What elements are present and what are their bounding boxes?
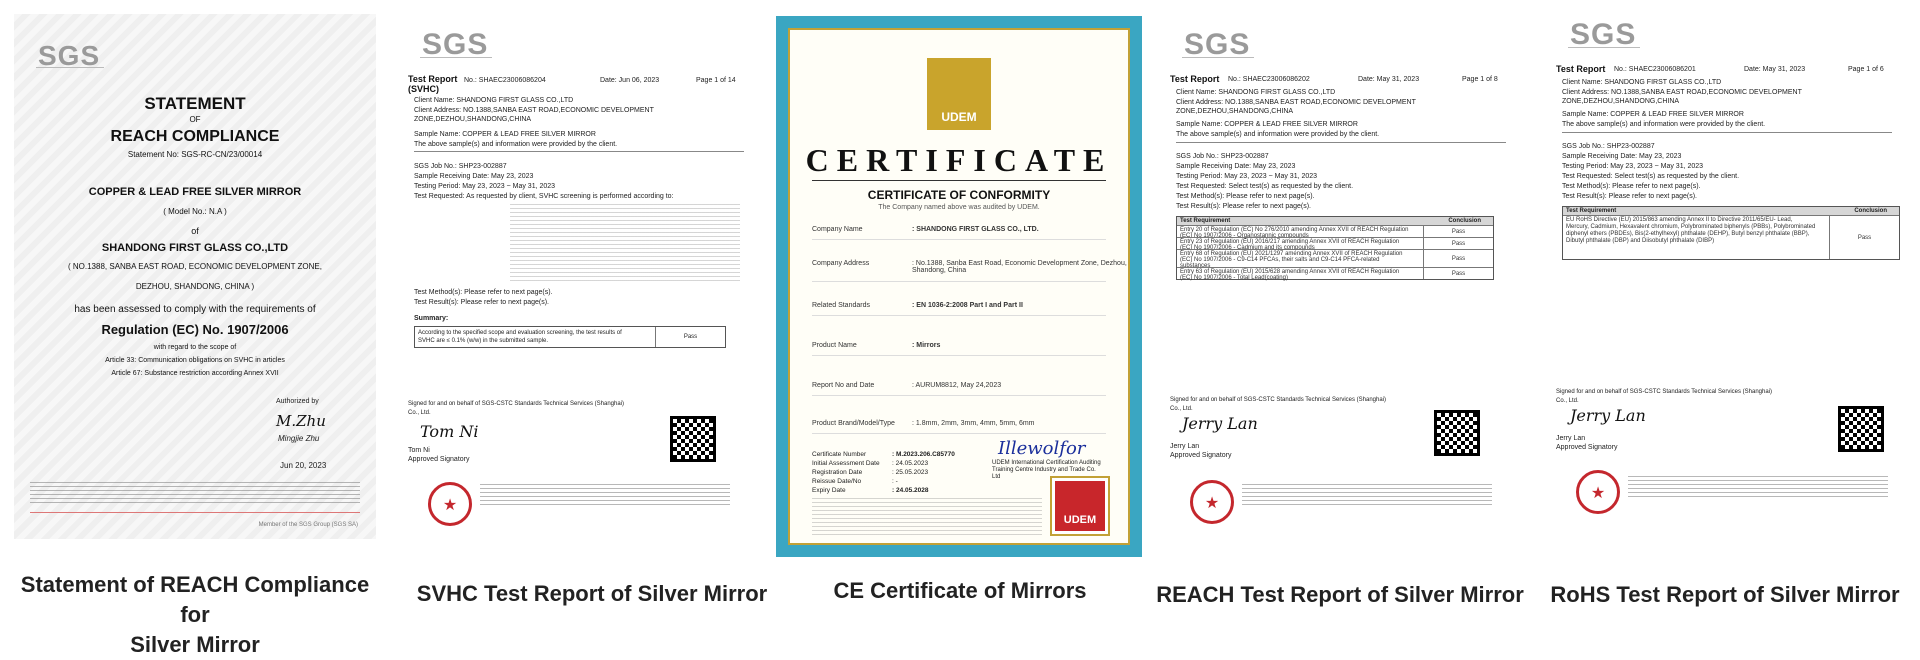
signer-name: Jerry Lan (1556, 435, 1586, 442)
statement-address-2: DEZHOU, SHANDONG, CHINA ) (135, 282, 255, 291)
receiving-date: Sample Receiving Date: May 23, 2023 (1176, 163, 1296, 170)
job-number: SGS Job No.: SHP23-002887 (1562, 143, 1655, 150)
signer-name: Tom Ni (408, 447, 430, 454)
rohs-report-card (1548, 14, 1910, 539)
signature: Jerry Lan (1570, 406, 1646, 425)
svhc-report-card (400, 14, 762, 539)
cert-row-value: : EN 1036-2:2008 Part I and Part II (912, 302, 1023, 309)
sgs-logo: SGS (1184, 28, 1251, 61)
client-address: Client Address: NO.1388,SANBA EAST ROAD,ECONOMIC DEVELOPMENT ZONE,DEZHOU,SHANDONG,CHINA (414, 107, 654, 123)
reach-report-card (1162, 14, 1524, 539)
testing-period: Testing Period: May 23, 2023 ~ May 31, 2023 (1562, 163, 1704, 170)
cert-row-value: : No.1388, Sanba East Road, Economic Development Zone, Dezhou, Shandong, China (912, 260, 1127, 274)
test-method: Test Method(s): Please refer to next page(s). (1176, 193, 1315, 200)
statement-title: STATEMENT (144, 94, 246, 113)
rohs-report-document (1548, 14, 1910, 539)
signer-name: Jerry Lan (1170, 443, 1200, 450)
statement-article-67: Article 67: Substance restriction according Annex XVII (111, 370, 279, 377)
svhc-report-document (400, 14, 762, 539)
cert-row-key: Report No and Date (812, 382, 875, 389)
statement-fine-print (30, 482, 360, 506)
caption-statement-line-1: Statement of REACH Compliance for (20, 572, 370, 627)
report-date: Date: May 31, 2023 (1744, 66, 1806, 73)
client-name: Client Name: SHANDONG FIRST GLASS CO.,LTD (414, 97, 574, 104)
certificate-subtitle: CERTIFICATE OF CONFORMITY (867, 188, 1051, 202)
cert-date-key: Registration Date (812, 469, 863, 476)
statement-scope: with regard to the scope of (153, 344, 237, 351)
certificate-fine-print (812, 498, 1042, 538)
job-number: SGS Job No.: SHP23-002887 (414, 163, 507, 170)
table-row (1177, 237, 1493, 249)
provided-note: The above sample(s) and information were provided by the client. (414, 141, 618, 148)
cert-date-value: : 24.05.2023 (892, 460, 929, 467)
client-name: Client Name: SHANDONG FIRST GLASS CO.,LTD (1176, 89, 1336, 96)
requested-details (510, 204, 740, 282)
cert-row (812, 260, 1127, 282)
cert-row-key: Company Name (812, 226, 863, 233)
summary-pass: Pass (655, 327, 725, 347)
statement-company: SHANDONG FIRST GLASS CO.,LTD (101, 242, 289, 254)
statement-signer: Mingjie Zhu (278, 434, 320, 443)
col-requirement: Test Requirement (1180, 218, 1231, 224)
cert-date-value: : - (892, 478, 898, 485)
sgs-logo: SGS (1570, 18, 1637, 51)
table-row (1177, 225, 1493, 237)
cert-row (812, 226, 1106, 240)
cert-date-value: : 25.05.2023 (892, 469, 929, 476)
report-date: Date: May 31, 2023 (1358, 76, 1420, 83)
ce-certificate-card (776, 16, 1142, 557)
table-header (1177, 217, 1493, 225)
client-address: Client Address: NO.1388,SANBA EAST ROAD,ECONOMIC DEVELOPMENT ZONE,DEZHOU,SHANDONG,CHINA (1562, 89, 1802, 105)
testing-period: Testing Period: May 23, 2023 ~ May 31, 2023 (1176, 173, 1318, 180)
cert-row-key: Product Name (812, 342, 857, 349)
statement-signature: M.Zhu (276, 412, 326, 430)
table-row (1563, 215, 1899, 259)
statement-article-33: Article 33: Communication obligations on SVHC in articles (105, 357, 285, 364)
cert-row-value: : 1.8mm, 2mm, 3mm, 4mm, 5mm, 6mm (912, 420, 1035, 427)
provided-note: The above sample(s) and information were provided by the client. (1176, 131, 1380, 138)
caption-svhc: SVHC Test Report of Silver Mirror (416, 581, 768, 606)
udem-seal-icon (1052, 478, 1108, 534)
sample-name: Sample Name: COPPER & LEAD FREE SILVER MIRROR (414, 131, 596, 138)
col-conclusion: Conclusion (1448, 218, 1481, 224)
udem-logo-icon (927, 58, 991, 130)
row-result: Pass (1829, 216, 1899, 259)
summary-text: According to the specified scope and evaluation screening, the test results of SVHC are ≤ 0.1% (w/w) in the submitted sample. (418, 330, 622, 344)
col-conclusion: Conclusion (1854, 208, 1887, 214)
col-requirement: Test Requirement (1566, 208, 1617, 214)
testing-period: Testing Period: May 23, 2023 ~ May 31, 2023 (414, 183, 556, 190)
caption-rohs: RoHS Test Report of Silver Mirror (1550, 582, 1900, 607)
summary-table (414, 326, 726, 348)
cert-row-value: : Mirrors (912, 342, 941, 349)
udem-seal-text: UDEM (1063, 514, 1097, 526)
statement-document (14, 14, 376, 539)
fine-print (480, 484, 730, 508)
report-page: Page 1 of 14 (696, 77, 736, 84)
test-results: Test Result(s): Please refer to next page(s). (414, 299, 549, 306)
cert-date-row (812, 450, 982, 459)
cert-row-key: Related Standards (812, 302, 870, 309)
certificate-inner (788, 28, 1130, 545)
statement-of-2: of (191, 226, 199, 236)
cert-row-key: Product Brand/Model/Type (812, 420, 895, 427)
cert-date-key: Initial Assessment Date (812, 460, 880, 467)
report-page: Page 1 of 6 (1848, 66, 1884, 73)
cert-row-value: : SHANDONG FIRST GLASS CO., LTD. (912, 226, 1039, 233)
cert-date-value: : 24.05.2028 (892, 487, 929, 494)
client-address: Client Address: NO.1388,SANBA EAST ROAD,ECONOMIC DEVELOPMENT ZONE,DEZHOU,SHANDONG,CHINA (1176, 99, 1416, 115)
cert-date-key: Expiry Date (812, 487, 846, 494)
certificate-issuer: UDEM International Certification Auditing Training Centre Industry and Trade Co. Ltd (992, 460, 1101, 480)
sample-name: Sample Name: COPPER & LEAD FREE SILVER MIRROR (1176, 121, 1358, 128)
test-method: Test Method(s): Please refer to next page(s). (414, 289, 553, 296)
cert-date-value: : M.2023.206.C85770 (892, 451, 955, 458)
receiving-date: Sample Receiving Date: May 23, 2023 (1562, 153, 1682, 160)
row-requirement: Entry 68 of Regulation (EU) 2021/1297 amending Annex XVII of REACH Regulation (EC) No 1907/2006 - C9-C14 PFCAs, their salts and C9-C14 PFCA-related substances (1180, 251, 1403, 269)
results-table (1562, 206, 1900, 260)
report-date: Date: Jun 06, 2023 (600, 77, 660, 84)
row-result: Pass (1423, 250, 1493, 267)
row-requirement: Entry 20 of Regulation (EC) No 276/2010 amending Annex XVII of REACH Regulation (EC) No 1907/2006 - Organostannic compounds (1180, 227, 1409, 239)
statement-address-1: ( NO.1388, SANBA EAST ROAD, ECONOMIC DEVELOPMENT ZONE, (68, 262, 322, 271)
results-table (1176, 216, 1494, 280)
certificate-audited: The Company named above was audited by UDEM. (878, 204, 1040, 211)
header-divider (1562, 132, 1892, 133)
table-row (1177, 267, 1493, 279)
cert-dates (812, 450, 982, 495)
statement-number: Statement No: SGS-RC-CN/23/00014 (127, 150, 263, 159)
test-requested: Test Requested: As requested by client, SVHC screening is performed according to: (414, 193, 674, 200)
row-requirement: EU RoHS Directive (EU) 2015/863 amending Annex II to Directive 2011/65/EU- Lead, Mercury, Cadmium, Hexavalent chromium, Polybrominated biphenyls (PBBs), Polybrominated diphenyl ethers (PBDEs), Bis(2-ethylhexyl) phthalate (DEHP), Butyl benzyl phthalate (BBP), Dibutyl phthalate (DBP) and Diisobutyl phthalate (DIBP) (1566, 217, 1816, 244)
cert-date-row (812, 486, 982, 495)
statement-authorized: Authorized by (276, 398, 319, 405)
fine-print (1628, 476, 1888, 500)
row-requirement: Entry 63 of Regulation (EU) 2015/628 amending Annex XVII of REACH Regulation (EC) No 1907/2006 - Total Lead(coating) (1180, 269, 1400, 281)
cert-row (812, 382, 1106, 396)
statement-date: Jun 20, 2023 (280, 461, 327, 470)
test-requested: Test Requested: Select test(s) as requested by the client. (1176, 183, 1354, 190)
test-results: Test Result(s): Please refer to next page(s). (1562, 193, 1697, 200)
statement-regulation: Regulation (EC) No. 1907/2006 (101, 322, 289, 337)
cert-row (812, 420, 1106, 434)
report-title: Test Report (1170, 74, 1220, 84)
cert-date-key: Reissue Date/No (812, 478, 862, 485)
signature: Jerry Lan (1182, 414, 1258, 433)
signature: Tom Ni (420, 422, 479, 441)
cert-date-key: Certificate Number (812, 451, 867, 458)
statement-divider (30, 512, 360, 513)
caption-reach: REACH Test Report of Silver Mirror (1156, 582, 1524, 607)
cert-date-row (812, 477, 982, 486)
row-result: Pass (1423, 226, 1493, 237)
table-header (1563, 207, 1899, 215)
signer-role: Approved Signatory (1556, 444, 1618, 451)
summary-label: Summary: (414, 315, 449, 322)
cert-row (812, 342, 1106, 356)
certificate-frame (776, 16, 1142, 557)
table-row (1177, 249, 1493, 267)
test-results: Test Result(s): Please refer to next page(s). (1176, 203, 1311, 210)
receiving-date: Sample Receiving Date: May 23, 2023 (414, 173, 534, 180)
caption-statement-line-2: Silver Mirror (130, 632, 260, 657)
company-stamp (1190, 480, 1234, 524)
company-stamp (1576, 470, 1620, 514)
job-number: SGS Job No.: SHP23-002887 (1176, 153, 1269, 160)
report-title: Test Report (SVHC) (408, 74, 458, 94)
client-name: Client Name: SHANDONG FIRST GLASS CO.,LTD (1562, 79, 1722, 86)
statement-model: ( Model No.: N.A ) (163, 207, 227, 216)
report-number: No.: SHAEC23006086204 (464, 77, 546, 84)
sgs-logo: SGS (422, 28, 489, 61)
cert-row (812, 302, 1106, 316)
signed-on-behalf: Signed for and on behalf of SGS-CSTC Standards Technical Services (Shanghai) Co., Ltd. (408, 401, 625, 416)
statement-product: COPPER & LEAD FREE SILVER MIRROR (88, 186, 302, 198)
cert-row-key: Company Address (812, 260, 870, 267)
qr-code (1838, 406, 1884, 452)
qr-code (1434, 410, 1480, 456)
caption-statement (4, 570, 386, 660)
certificate-title: CERTIFICATE (805, 142, 1113, 178)
title-divider (812, 180, 1106, 181)
statement-footer: Member of the SGS Group (SGS SA) (258, 522, 358, 528)
sgs-logo: SGS (38, 40, 101, 71)
header-divider (414, 151, 744, 152)
fine-print (1242, 484, 1492, 508)
cert-row-value: : AURUM8812, May 24,2023 (912, 382, 1002, 389)
signer-role: Approved Signatory (408, 456, 470, 463)
report-number: No.: SHAEC23006086202 (1228, 76, 1310, 83)
udem-logo-text: UDEM (941, 110, 977, 124)
row-requirement: Entry 23 of Regulation (EU) 2016/217 amending Annex XVII of REACH Regulation (EC) No 1907/2006 - Cadmium and its compounds (1180, 239, 1400, 251)
sample-name: Sample Name: COPPER & LEAD FREE SILVER MIRROR (1562, 111, 1744, 118)
report-number: No.: SHAEC23006086201 (1614, 66, 1696, 73)
company-stamp (428, 482, 472, 526)
signer-role: Approved Signatory (1170, 452, 1232, 459)
report-title: Test Report (1556, 64, 1606, 74)
caption-ce: CE Certificate of Mirrors (833, 578, 1087, 603)
certificate-signature: Illewolfor (998, 438, 1086, 459)
cert-date-row (812, 459, 982, 468)
statement-assessed: has been assessed to comply with the requirements of (74, 304, 316, 315)
cert-date-row (812, 468, 982, 477)
test-method: Test Method(s): Please refer to next page(s). (1562, 183, 1701, 190)
header-divider (1176, 142, 1506, 143)
signed-on-behalf: Signed for and on behalf of SGS-CSTC Standards Technical Services (Shanghai) Co., Ltd. (1556, 389, 1773, 404)
row-result: Pass (1423, 238, 1493, 249)
statement-of: OF (189, 115, 201, 124)
reach-report-document (1162, 14, 1524, 539)
report-page: Page 1 of 8 (1462, 76, 1498, 83)
statement-subtitle: REACH COMPLIANCE (110, 128, 280, 145)
test-requested: Test Requested: Select test(s) as requested by the client. (1562, 173, 1740, 180)
qr-code (670, 416, 716, 462)
provided-note: The above sample(s) and information were provided by the client. (1562, 121, 1766, 128)
statement-card (14, 14, 376, 539)
row-result: Pass (1423, 268, 1493, 279)
signed-on-behalf: Signed for and on behalf of SGS-CSTC Standards Technical Services (Shanghai) Co., Ltd. (1170, 397, 1387, 412)
